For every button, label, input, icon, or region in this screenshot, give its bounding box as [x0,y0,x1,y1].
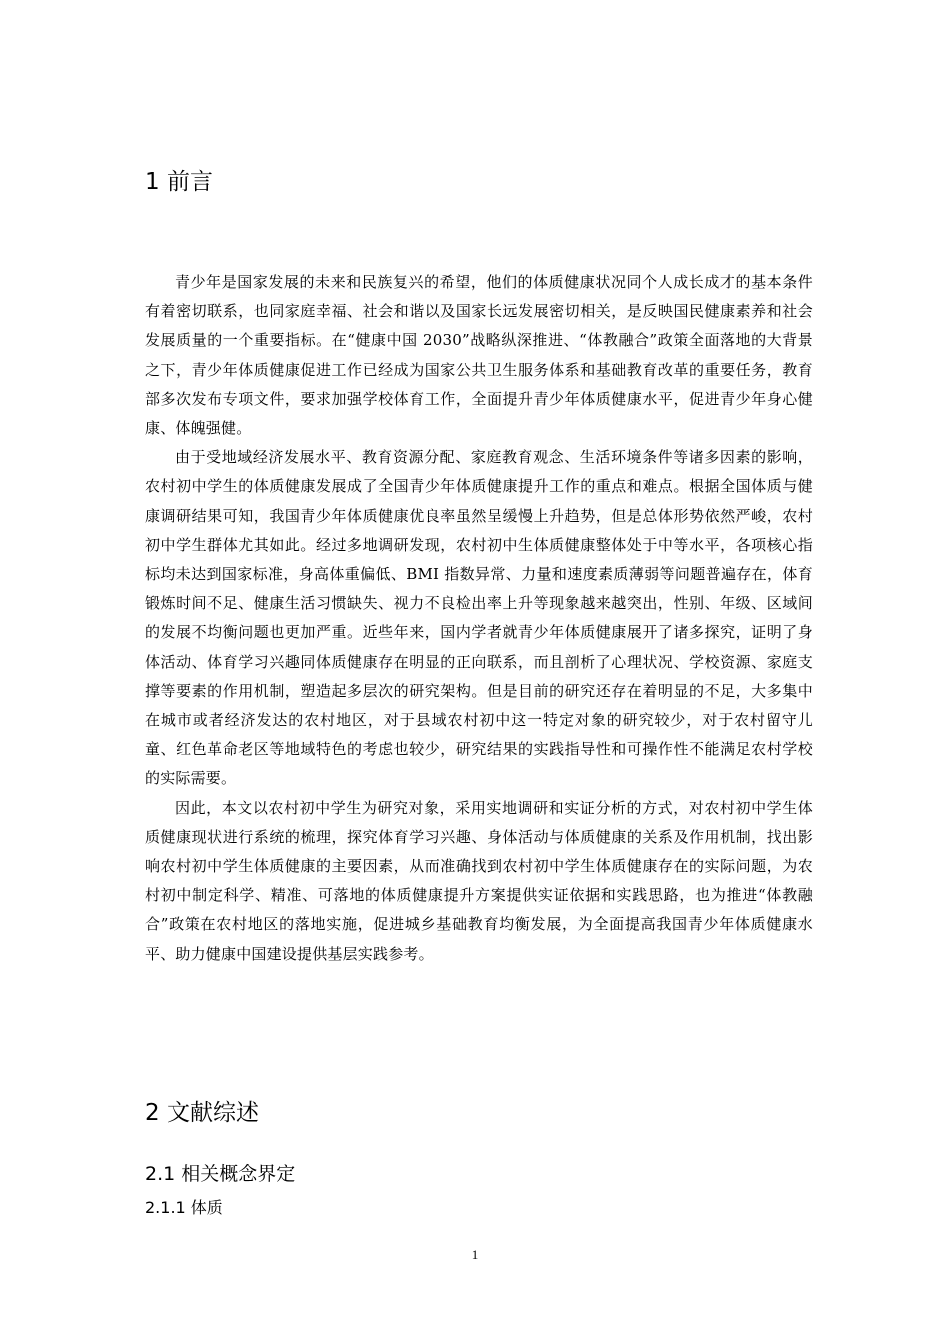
intro-body [145,268,813,969]
paragraph-2: 由于受地域经济发展水平、教育资源分配、家庭教育观念、生活环境条件等诸多因素的影响，农村初中学生的体质健康发展成了全国青少年体质健康提升工作的重点和难点。根据全国体质与健康调研结果可知，我国青少年体质健康优良率虽然呈缓慢上升趋势，但是总体形势依然严峻，农村初中学生群体尤其如此。经过多地调研发现，农村初中生体质健康整体处于中等水平，各项核心指标均未达到国家标准，身高体重偏低、BMI 指数异常、力量和速度素质薄弱等问题普遍存在，体育锻炼时间不足、健康生活习惯缺失、视力不良检出率上升等现象越来越突出，性别、年级、区域间的发展不均衡问题也更加严重。近些年来，国内学者就青少年体质健康展开了诸多探究，证明了身体活动、体育学习兴趣同体质健康存在明显的正向联系，而且剖析了心理状况、学校资源、家庭支撑等要素的作用机制，塑造起多层次的研究架构。但是目前的研究还存在着明显的不足，大多集中在城市或者经济发达的农村地区，对于县域农村初中这一特定对象的研究较少，对于农村留守儿童、红色革命老区等地域特色的考虑也较少，研究结果的实践指导性和可操作性不能满足农村学校的实际需要。 [145,448,813,788]
subsection-heading-concepts: 2.1 相关概念界定 [145,1163,296,1185]
paragraph-1: 青少年是国家发展的未来和民族复兴的希望，他们的体质健康状况同个人成长成才的基本条件有着密切联系，也同家庭幸福、社会和谐以及国家长远发展密切相关，是反映国民健康素养和社会发展质量的一个重要指标。在“健康中国 2030”战略纵深推进、“体教融合”政策全面落地的大背景之下，青少年体质健康促进工作已经成为国家公共卫生服务体系和基础教育改革的重要任务，教育部多次发布专项文件，要求加强学校体育工作，全面提升青少年体质健康水平，促进青少年身心健康、体魄强健。 [145,273,813,438]
page-number: 1 [471,1247,479,1262]
paragraph-3: 因此，本文以农村初中学生为研究对象，采用实地调研和实证分析的方式，对农村初中学生体质健康现状进行系统的梳理，探究体育学习兴趣、身体活动与体质健康的关系及作用机制，找出影响农村初中学生体质健康的主要因素，从而准确找到农村初中学生体质健康存在的实际问题，为农村初中制定科学、精准、可落地的体质健康提升方案提供实证依据和实践思路，也为推进“体教融合”政策在农村地区的落地实施，促进城乡基础教育均衡发展，为全面提高我国青少年体质健康水平、助力健康中国建设提供基层实践参考。 [145,798,813,963]
section-heading-literature-review: 2 文献综述 [145,1100,259,1126]
subsubsection-heading-physique: 2.1.1 体质 [145,1198,223,1217]
section-heading-intro: 1 前言 [145,169,213,195]
